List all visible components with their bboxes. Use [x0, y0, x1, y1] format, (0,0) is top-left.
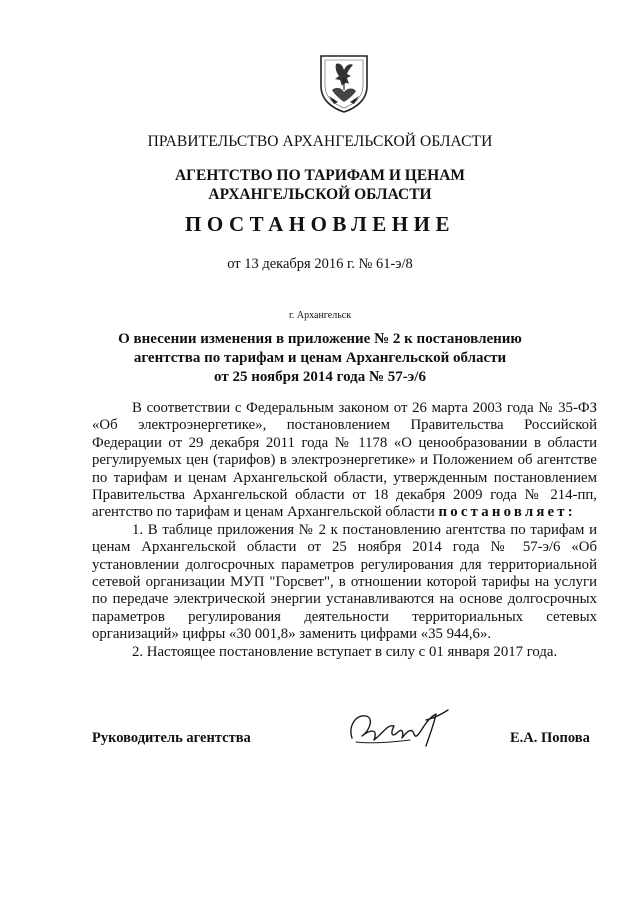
document-subject — [40, 330, 600, 387]
signatory-name: Е.А. Попова — [510, 730, 590, 746]
document-type: ПОСТАНОВЛЕНИЕ — [185, 212, 455, 236]
ruling-word: постановляет: — [438, 504, 576, 521]
document-city: г. Архангельск — [288, 310, 352, 321]
subject-line-1: О внесении изменения в приложение № 2 к постановлению — [118, 331, 522, 347]
preamble-text: В соответствии с Федеральным законом от 26 марта 2003 года № 35-ФЗ «Об электроэнергетике», постановлением Правительства Российской Федерации от 29 декабря 2011 года № 1178 «О ценообразовании в области регулируемых цен (тарифов) в электроэнергетике» и Положением об агентстве по тарифам и ценам Архангельской области, утвержденным постановлением Правительства Архангельской области от 18 декабря 2009 года № 214-пп, агентство по тарифам и ценам Архангельской области — [92, 400, 597, 521]
agency-heading — [40, 166, 600, 204]
handwritten-signature — [344, 702, 464, 752]
subject-line-3: от 25 ноября 2014 года № 57-э/6 — [214, 369, 426, 385]
item-1-paragraph: 1. В таблице приложения № 2 к постановлению агентства по тарифам и ценам Архангельской области от 25 ноября 2014 года № 57-э/6 «Об установлении долгосрочных параметров регулирования для территориальной сетевой организации МУП "Горсвет", в отношении которой тарифы на услуги по передаче электрической энергии устанавливаются на основе долгосрочных параметров регулирования деятельности территориальных сетевых организаций» цифры «30 001,8» заменить цифрами «35 944,6». — [92, 521, 597, 643]
document-date-number: от 13 декабря 2016 г. № 61-э/8 — [227, 256, 413, 272]
agency-line-1: АГЕНТСТВО ПО ТАРИФАМ И ЦЕНАМ — [174, 167, 466, 184]
coat-of-arms-icon — [316, 52, 372, 114]
agency-line-2: АРХАНГЕЛЬСКОЙ ОБЛАСТИ — [208, 186, 432, 203]
subject-line-2: агентства по тарифам и ценам Архангельской области — [133, 350, 507, 366]
item-2-paragraph: 2. Настоящее постановление вступает в силу с 01 января 2017 года. — [132, 643, 558, 660]
document-body — [92, 400, 597, 661]
government-heading: ПРАВИТЕЛЬСТВО АРХАНГЕЛЬСКОЙ ОБЛАСТИ — [147, 133, 493, 150]
preamble-paragraph — [92, 400, 597, 522]
signatory-title: Руководитель агентства — [92, 730, 251, 746]
